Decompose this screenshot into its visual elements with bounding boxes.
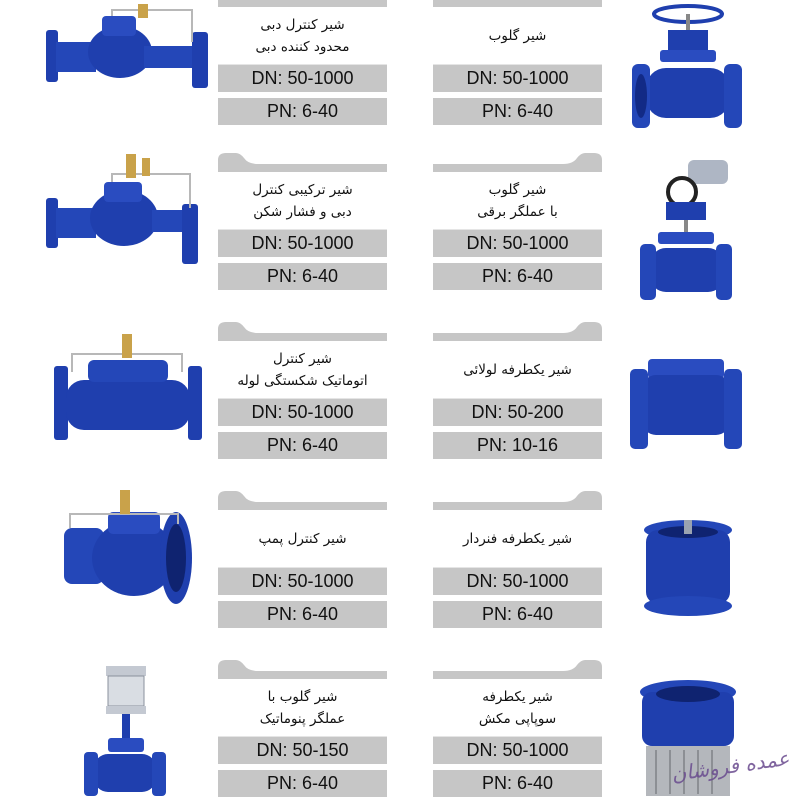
product-card-right-5 xyxy=(433,657,602,797)
pn-range: PN: 6-40 xyxy=(433,263,602,290)
card-tab xyxy=(218,488,387,510)
dn-range: DN: 50-150 xyxy=(218,737,387,764)
pn-range: PN: 6-40 xyxy=(218,601,387,628)
product-card-right-3 xyxy=(433,319,602,459)
globe-valve-image xyxy=(628,0,746,136)
card-tab xyxy=(218,657,387,679)
dn-range: DN: 50-1000 xyxy=(433,65,602,92)
pn-range: PN: 6-40 xyxy=(433,601,602,628)
card-tab xyxy=(433,150,602,172)
pn-range: PN: 6-40 xyxy=(433,770,602,797)
pn-range: PN: 6-40 xyxy=(433,98,602,125)
product-card-left-4 xyxy=(218,488,387,628)
pn-range: PN: 10-16 xyxy=(433,432,602,459)
spring-check-valve-image xyxy=(640,518,736,618)
combination-control-valve-image xyxy=(42,152,214,268)
dn-range: DN: 50-200 xyxy=(433,399,602,426)
card-tab xyxy=(433,657,602,679)
dn-range: DN: 50-1000 xyxy=(218,230,387,257)
swing-check-valve-image xyxy=(630,355,742,451)
pn-range: PN: 6-40 xyxy=(218,263,387,290)
product-card-left-3 xyxy=(218,319,387,459)
pipe-burst-valve-image xyxy=(52,332,204,444)
pn-range: PN: 6-40 xyxy=(218,432,387,459)
card-tab xyxy=(218,150,387,172)
card-tab xyxy=(433,319,602,341)
card-tab xyxy=(433,488,602,510)
pn-range: PN: 6-40 xyxy=(218,770,387,797)
product-card-right-4 xyxy=(433,488,602,628)
product-card-left-1 xyxy=(218,0,387,125)
card-tab xyxy=(218,0,387,7)
dn-range: DN: 50-1000 xyxy=(433,230,602,257)
card-tab xyxy=(433,0,602,7)
dn-range: DN: 50-1000 xyxy=(218,65,387,92)
flow-control-valve-image xyxy=(42,2,214,98)
pn-range: PN: 6-40 xyxy=(218,98,387,125)
dn-range: DN: 50-1000 xyxy=(218,568,387,595)
product-name: شیر گلوب xyxy=(433,7,602,65)
electric-globe-valve-image xyxy=(640,152,736,308)
product-card-left-5 xyxy=(218,657,387,797)
product-name: شیر کنترل اتوماتیک شکستگی لوله xyxy=(218,341,387,399)
product-name: شیر یکطرفه لولائی xyxy=(433,341,602,399)
product-name: شیر ترکیبی کنترل دبی و فشار شکن xyxy=(218,172,387,230)
product-name: شیر یکطرفه سوپاپی مکش xyxy=(433,679,602,737)
product-name: شیر گلوب با عملگر برقی xyxy=(433,172,602,230)
pump-control-valve-image xyxy=(58,488,194,612)
dn-range: DN: 50-1000 xyxy=(433,737,602,764)
product-name: شیر گلوب با عملگر پنوماتیک xyxy=(218,679,387,737)
product-name: شیر یکطرفه فنردار xyxy=(433,510,602,568)
product-name: شیر کنترل پمپ xyxy=(218,510,387,568)
product-name: شیر کنترل دبی محدود کننده دبی xyxy=(218,7,387,65)
product-card-left-2 xyxy=(218,150,387,290)
product-card-right-2 xyxy=(433,150,602,290)
pneumatic-globe-valve-image xyxy=(84,660,166,800)
card-tab xyxy=(218,319,387,341)
dn-range: DN: 50-1000 xyxy=(433,568,602,595)
dn-range: DN: 50-1000 xyxy=(218,399,387,426)
product-card-right-1 xyxy=(433,0,602,125)
watermark: عمده فروشان xyxy=(670,745,792,787)
